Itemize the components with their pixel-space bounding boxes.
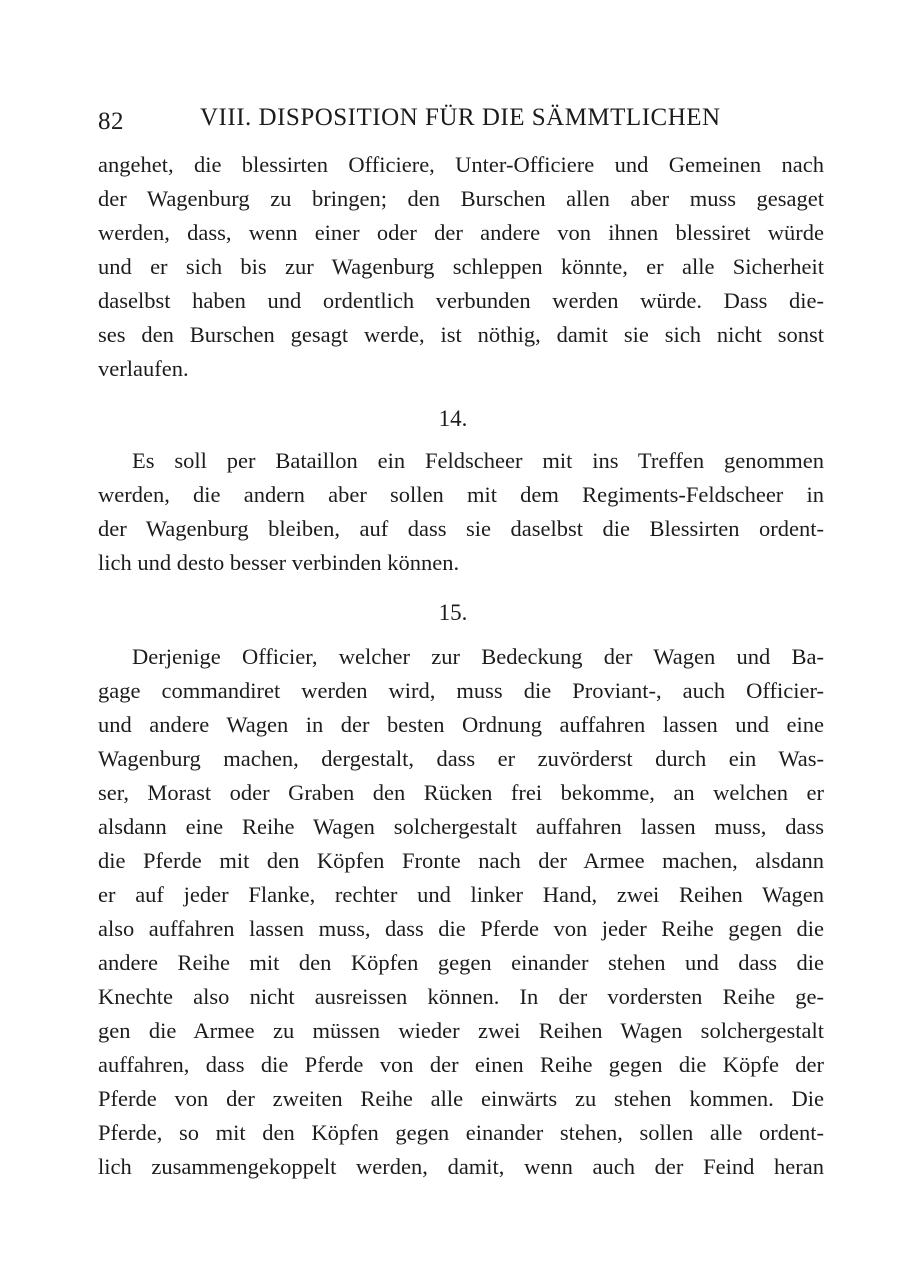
text-line: verlaufen. bbox=[98, 356, 189, 381]
section-number-15: 15. bbox=[438, 600, 468, 625]
text-line: ses den Burschen gesagt werde, ist nöthig, damit sie sich nicht sonst bbox=[98, 322, 824, 347]
text-line: Wagenburg machen, dergestalt, dass er zuvörderst durch ein Was- bbox=[98, 746, 824, 771]
text-line: also auffahren lassen muss, dass die Pferde von jeder Reihe gegen die bbox=[98, 916, 824, 941]
running-head bbox=[98, 104, 823, 144]
text-line: der Wagenburg zu bringen; den Burschen allen aber muss gesaget bbox=[98, 186, 824, 211]
text-line: Knechte also nicht ausreissen können. In der vordersten Reihe ge- bbox=[98, 984, 824, 1009]
text-line: werden, die andern aber sollen mit dem Regiments-Feldscheer in bbox=[98, 482, 824, 507]
section-number-14: 14. bbox=[438, 406, 468, 431]
text-line: und er sich bis zur Wagenburg schleppen könnte, er alle Sicherheit bbox=[98, 254, 824, 279]
text-line: lich und desto besser verbinden können. bbox=[98, 550, 460, 575]
text-line: er auf jeder Flanke, rechter und linker Hand, zwei Reihen Wagen bbox=[98, 882, 824, 907]
text-line: Derjenige Officier, welcher zur Bedeckung der Wagen und Ba- bbox=[132, 644, 824, 669]
text-line: angehet, die blessirten Officiere, Unter-Officiere und Gemeinen nach bbox=[98, 152, 824, 177]
text-line: werden, dass, wenn einer oder der andere von ihnen blessiret würde bbox=[98, 220, 824, 245]
running-title: VIII. DISPOSITION FÜR DIE SÄMMTLICHEN bbox=[200, 104, 721, 131]
text-line: Pferde von der zweiten Reihe alle einwärts zu stehen kommen. Die bbox=[98, 1086, 824, 1111]
text-line: daselbst haben und ordentlich verbunden werden würde. Dass die- bbox=[98, 288, 824, 313]
paragraph-section-15 bbox=[98, 640, 824, 1184]
text-line: auffahren, dass die Pferde von der einen Reihe gegen die Köpfe der bbox=[98, 1052, 824, 1077]
text-line: Pferde, so mit den Köpfen gegen einander stehen, sollen alle ordent- bbox=[98, 1120, 824, 1145]
text-line: der Wagenburg bleiben, auf dass sie daselbst die Blessirten ordent- bbox=[98, 516, 824, 541]
text-line: die Pferde mit den Köpfen Fronte nach der Armee machen, alsdann bbox=[98, 848, 824, 873]
paragraph-continuation bbox=[98, 148, 824, 386]
text-line: lich zusammengekoppelt werden, damit, wenn auch der Feind heran bbox=[98, 1154, 824, 1179]
text-line: Es soll per Bataillon ein Feldscheer mit ins Treffen genommen bbox=[132, 448, 824, 473]
text-line: alsdann eine Reihe Wagen solchergestalt auffahren lassen muss, dass bbox=[98, 814, 824, 839]
paragraph-section-14 bbox=[98, 444, 824, 580]
text-line: andere Reihe mit den Köpfen gegen einander stehen und dass die bbox=[98, 950, 824, 975]
text-line: gage commandiret werden wird, muss die Proviant-, auch Officier- bbox=[98, 678, 824, 703]
text-line: gen die Armee zu müssen wieder zwei Reihen Wagen solchergestalt bbox=[98, 1018, 824, 1043]
text-line: und andere Wagen in der besten Ordnung auffahren lassen und eine bbox=[98, 712, 824, 737]
text-line: ser, Morast oder Graben den Rücken frei bekomme, an welchen er bbox=[98, 780, 824, 805]
page-number: 82 bbox=[98, 108, 124, 135]
